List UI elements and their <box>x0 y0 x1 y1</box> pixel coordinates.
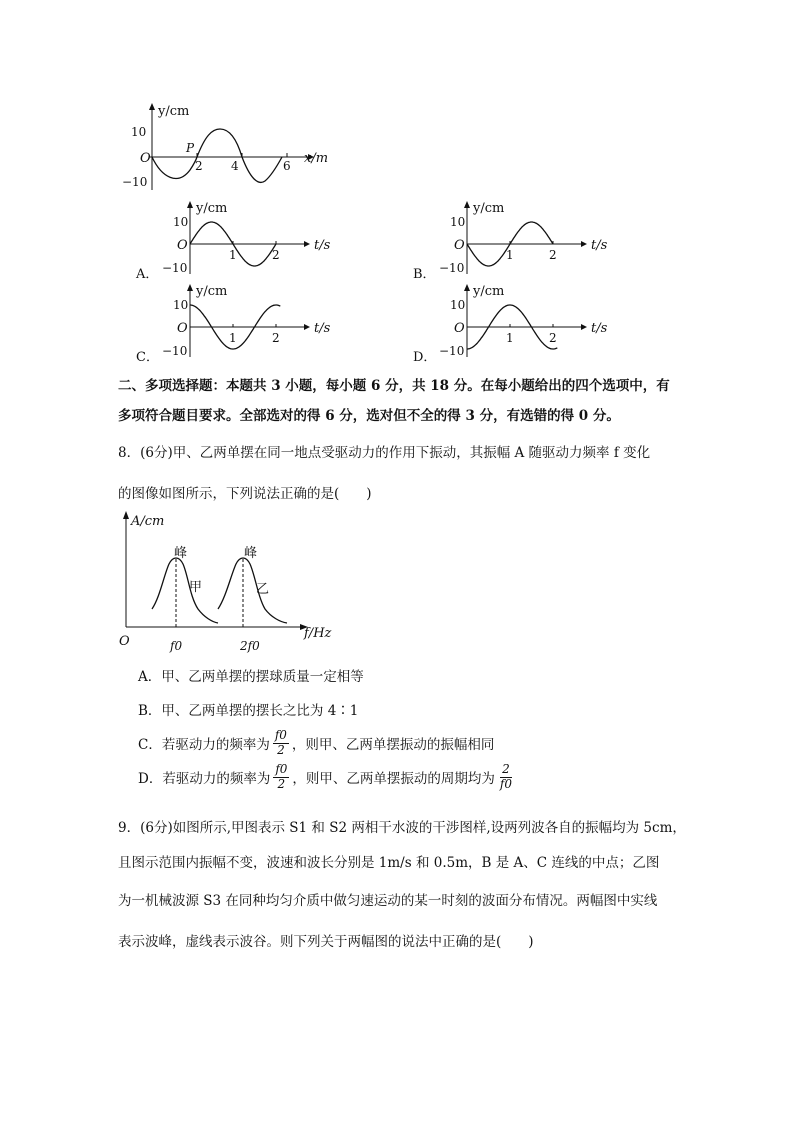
fraction <box>273 729 289 758</box>
x-axis-arrow <box>304 241 310 247</box>
x-tick-f0: f0 <box>170 639 183 653</box>
option-letter: B． <box>413 267 436 282</box>
q8-option-c-pre: C．若驱动力的频率为 <box>138 737 270 754</box>
t-tick-1: 1 <box>229 331 237 345</box>
x-tick-2f0: 2f0 <box>240 639 260 653</box>
x-axis-arrow <box>304 324 310 330</box>
curve-jia <box>152 558 218 623</box>
y-axis-label: y/cm <box>196 201 228 216</box>
y-axis-arrow <box>187 201 193 208</box>
x-axis-label: x/m <box>304 151 329 166</box>
origin-label: O <box>454 321 465 336</box>
fraction-den: f0 <box>499 776 512 791</box>
q9-line2: 且图示范围内振幅不变，波速和波长分别是 1m/s 和 0.5m，B 是 A、C 连线的中点；乙图 <box>118 855 660 871</box>
y-axis-label: A/cm <box>131 514 165 529</box>
t-tick-1: 1 <box>229 248 237 262</box>
t-tick-2: 2 <box>549 248 557 262</box>
y-tick-neg: −10 <box>439 344 465 358</box>
t-tick-1: 1 <box>506 331 514 345</box>
y-axis-arrow <box>123 511 129 519</box>
option-graph-d <box>407 281 607 365</box>
t-axis-label: t/s <box>314 238 331 253</box>
t-tick-2: 2 <box>549 331 557 345</box>
y-tick-neg: −10 <box>439 261 465 275</box>
q8-option-d-pre: D．若驱动力的频率为 <box>138 771 271 788</box>
fraction-num: f0 <box>274 728 287 742</box>
peak-label-2: 峰 <box>244 546 258 561</box>
y-axis-arrow <box>464 201 470 208</box>
origin-label: O <box>140 151 151 166</box>
x-axis-arrow <box>581 324 587 330</box>
name-jia: 甲 <box>189 580 203 595</box>
fraction-den: 2 <box>277 742 285 757</box>
origin-label: O <box>454 238 465 253</box>
y-tick-neg10: −10 <box>122 175 148 189</box>
option-letter: D． <box>413 350 437 365</box>
y-tick-pos: 10 <box>173 298 189 312</box>
t-tick-2: 2 <box>272 331 280 345</box>
q8-option-c-post: ，则甲、乙两单摆振动的振幅相同 <box>291 737 495 754</box>
curve-yi <box>218 558 287 623</box>
wave-graph <box>0 0 794 200</box>
q8-option-d-mid: ，则甲、乙两单摆振动的周期均为 <box>292 771 495 788</box>
fraction-period <box>498 763 514 792</box>
option-graph-c <box>130 281 330 365</box>
t-tick-2: 2 <box>272 248 280 262</box>
section2-line2: 多项符合题目要求。全部选对的得 6 分，选对但不全的得 3 分，有选错的得 0 分。 <box>118 408 620 424</box>
origin-label: O <box>177 238 188 253</box>
x-tick-2: 2 <box>195 159 203 173</box>
y-axis-label: y/cm <box>158 104 190 119</box>
y-tick-pos: 10 <box>450 298 466 312</box>
y-tick-10: 10 <box>131 125 147 139</box>
fraction-den: 2 <box>277 776 286 791</box>
point-p-label: P <box>186 141 195 155</box>
option-graph-b <box>407 198 607 282</box>
t-axis-label: t/s <box>314 321 331 336</box>
q8-option-a[interactable]: A．甲、乙两单摆的摆球质量一定相等 <box>138 669 364 685</box>
q8-line1: 8．(6分)甲、乙两单摆在同一地点受驱动力的作用下振动，其振幅 A 随驱动力频率 f 变化 <box>118 445 651 461</box>
origin-label: O <box>119 634 130 649</box>
x-tick-4: 4 <box>231 159 239 173</box>
q8-option-b[interactable]: B．甲、乙两单摆的摆长之比为 4∶1 <box>138 703 359 719</box>
y-axis-arrow <box>187 284 193 291</box>
resonance-graph <box>0 505 794 665</box>
peak-label-1: 峰 <box>174 546 188 561</box>
q9-line4: 表示波峰，虚线表示波谷。则下列关于两幅图的说法中正确的是( ) <box>118 934 534 950</box>
origin-label: O <box>177 321 188 336</box>
q9-line3: 为一机械波源 S3 在同种均匀介质中做匀速运动的某一时刻的波面分布情况。两幅图中实线 <box>118 893 658 909</box>
y-axis-arrow <box>149 103 155 110</box>
name-yi: 乙 <box>256 582 270 597</box>
wave-curve <box>152 129 282 182</box>
t-axis-label: t/s <box>591 321 608 336</box>
t-axis-label: t/s <box>591 238 608 253</box>
option-letter: A． <box>136 267 159 282</box>
t-tick-1: 1 <box>506 248 514 262</box>
y-axis-label: y/cm <box>473 201 505 216</box>
y-axis-arrow <box>464 284 470 291</box>
x-tick-6: 6 <box>283 159 291 173</box>
y-axis-label: y/cm <box>196 284 228 299</box>
fraction <box>273 763 289 792</box>
y-tick-pos: 10 <box>173 215 189 229</box>
q8-line2: 的图像如图所示，下列说法正确的是( ) <box>118 486 372 502</box>
x-axis-arrow <box>581 241 587 247</box>
y-tick-neg: −10 <box>162 344 188 358</box>
x-axis-label: f/Hz <box>304 626 332 641</box>
q9-line1: 9．(6分)如图所示,甲图表示 S1 和 S2 两相干水波的干涉图样,设两列波各自的振幅均为 5cm， <box>118 820 686 836</box>
fraction-num: 2 <box>502 762 510 776</box>
q8-option-d[interactable] <box>138 763 517 792</box>
section2-line1: 二、多项选择题：本题共 3 小题，每小题 6 分，共 18 分。在每小题给出的四个选项中，有 <box>118 378 670 394</box>
y-tick-neg: −10 <box>162 261 188 275</box>
y-axis-label: y/cm <box>473 284 505 299</box>
fraction-num: f0 <box>275 762 288 776</box>
y-tick-pos: 10 <box>450 215 466 229</box>
option-letter: C． <box>136 350 159 365</box>
q8-option-c[interactable] <box>138 729 494 758</box>
option-graph-a <box>130 198 330 282</box>
